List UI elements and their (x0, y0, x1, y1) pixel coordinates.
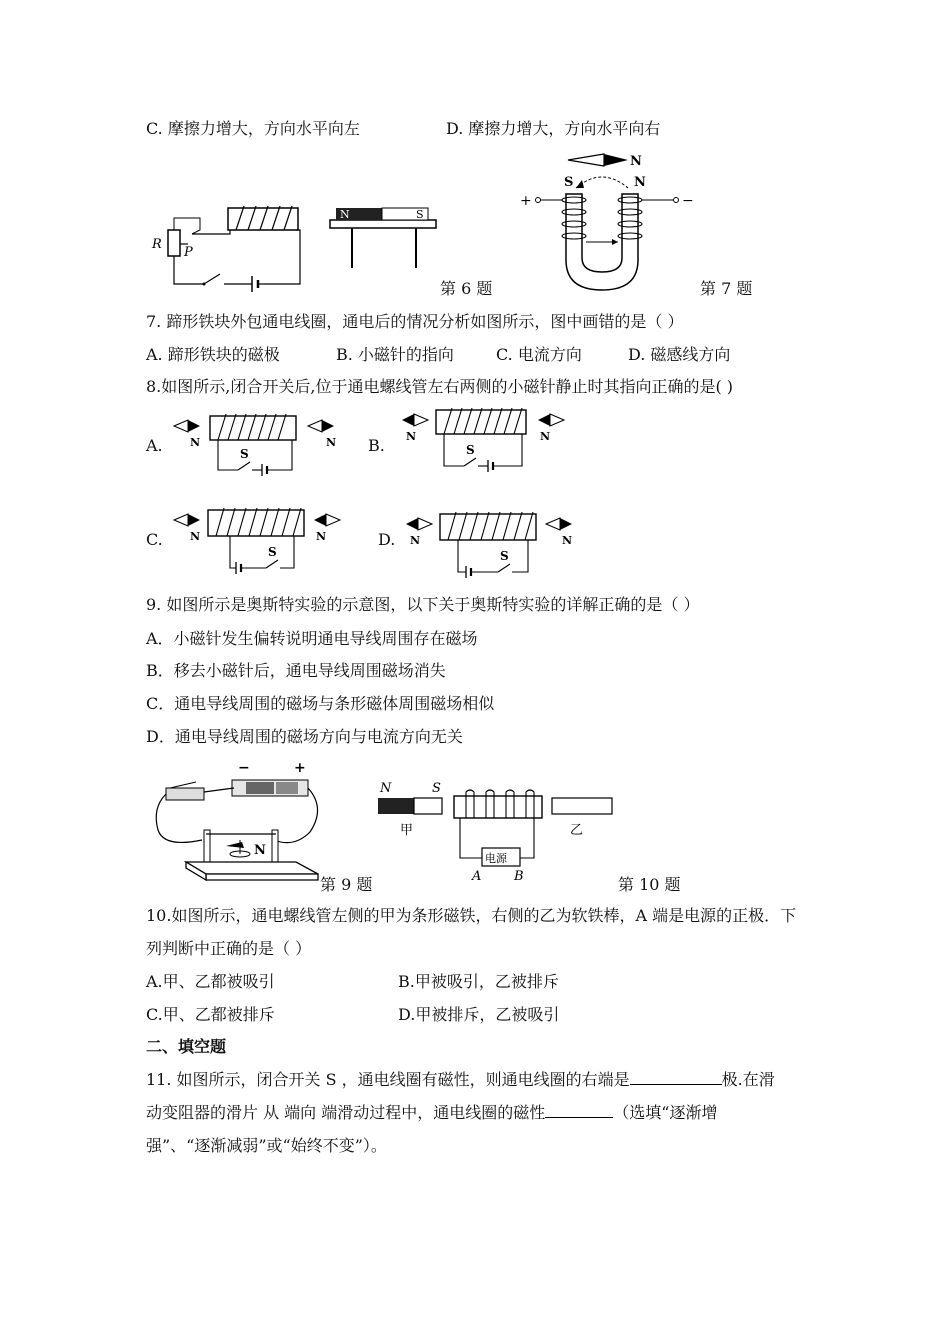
fig10-n: N (380, 781, 392, 796)
fig9-minus: − (238, 760, 250, 776)
q9-option-d: D．通电导线周围的磁场方向与电流方向无关 (146, 727, 463, 746)
q9-option-b: B．移去小磁针后，通电导线周围磁场消失 (146, 661, 446, 680)
fig7-s-label: S (564, 175, 574, 190)
section-title-fill-in: 二、填空题 (146, 1037, 227, 1056)
q8-label-d: D. (378, 530, 396, 549)
q10-option-a: A.甲、乙都被吸引 (146, 972, 275, 991)
q7-option-d: D. 磁感线方向 (628, 345, 731, 364)
figure-9 (150, 758, 320, 888)
q8d-right-n: N (562, 534, 573, 547)
q8c-switch-s: S (268, 545, 277, 559)
fig6-r-label: R (152, 237, 162, 252)
q8b-left-n: N (406, 430, 417, 443)
q8-label-b: B. (368, 436, 385, 455)
fig6-caption: 第 6 题 (440, 279, 493, 298)
q10-stem-line2: 列判断中正确的是（ ） (146, 939, 312, 958)
figure-10 (374, 776, 624, 886)
fig10-jia: 甲 (400, 823, 414, 838)
fig10-caption: 第 10 题 (618, 875, 681, 894)
q8a-switch-s: S (240, 447, 249, 461)
fig9-plus: + (294, 760, 306, 776)
q11-text-4: （选填“逐渐增 (613, 1103, 718, 1122)
fig7-minus: − (682, 193, 694, 209)
fig6-p-label: P (184, 245, 193, 260)
q8b-right-n: N (540, 430, 551, 443)
q11-line1 (146, 1067, 775, 1090)
fig7-top-n: N (630, 154, 642, 169)
fig10-b: B (514, 869, 524, 884)
fig10-s: S (432, 781, 441, 796)
fig7-plus: + (520, 193, 532, 209)
q10-option-c: C.甲、乙都被排斥 (146, 1005, 275, 1024)
q8d-switch-s: S (500, 549, 509, 563)
q8d-left-n: N (410, 534, 421, 547)
q8a-left-n: N (190, 436, 201, 449)
fig9-n: N (254, 843, 266, 858)
q7-option-a: A. 蹄形铁块的磁极 (146, 345, 280, 364)
fig7-n-label: N (634, 175, 646, 190)
q8b-switch-s: S (466, 443, 475, 457)
q7-option-b: B. 小磁针的指向 (336, 345, 454, 364)
q8c-right-n: N (316, 530, 327, 543)
q8-figure-d (402, 506, 582, 584)
q8-stem: 8.如图所示,闭合开关后,位于通电螺线管左右两侧的小磁针静止时其指向正确的是( ) (146, 377, 734, 396)
q8-label-a: A. (146, 436, 163, 455)
q10-option-d: D.甲被排斥，乙被吸引 (398, 1005, 560, 1024)
figure-6 (140, 200, 450, 290)
q8-figure-c (170, 502, 350, 580)
q8-label-c: C. (146, 530, 163, 549)
q11-text-1: 11. 如图所示，闭合开关 S ，通电线圈有磁性，则通电线圈的右端是 (146, 1070, 630, 1089)
q11-text-3: 动变阻器的滑片 从 端向 端滑动过程中，通电线圈的磁性 (146, 1103, 546, 1122)
figure-7 (516, 150, 706, 295)
fig6-s-label: S (416, 208, 424, 221)
q9-stem: 9. 如图所示是奥斯特实验的示意图，以下关于奥斯特实验的详解正确的是（ ） (146, 595, 700, 614)
fig10-a: A (472, 869, 482, 884)
q11-line3: 强”、“逐渐减弱”或“始终不变”）。 (146, 1136, 387, 1155)
q5-option-d: D. 摩擦力增大，方向水平向右 (446, 119, 661, 138)
q11-blank-pole[interactable] (630, 1068, 722, 1085)
q8c-left-n: N (190, 530, 201, 543)
q11-blank-magnetism[interactable] (545, 1101, 613, 1118)
q8-figure-a (170, 410, 350, 482)
q7-option-c: C. 电流方向 (496, 345, 582, 364)
q11-text-2: 极.在滑 (721, 1070, 775, 1089)
q8-figure-b (398, 404, 578, 476)
fig10-yi: 乙 (570, 823, 584, 838)
q10-stem-line1: 10.如图所示，通电螺线管左侧的甲为条形磁铁，右侧的乙为软铁棒，A 端是电源的正极．下 (146, 906, 797, 925)
fig6-n-label: N (340, 208, 350, 221)
q10-option-b: B.甲被吸引，乙被排斥 (398, 972, 559, 991)
fig9-caption: 第 9 题 (320, 875, 373, 894)
q7-stem: 7. 蹄形铁块外包通电线圈，通电后的情况分析如图所示，图中画错的是（ ） (146, 312, 684, 331)
fig10-power: 电源 (485, 852, 507, 865)
q8a-right-n: N (326, 436, 337, 449)
q5-option-c: C. 摩擦力增大，方向水平向左 (146, 119, 360, 138)
q11-line2 (146, 1100, 717, 1123)
q9-option-c: C．通电导线周围的磁场与条形磁体周围磁场相似 (146, 694, 495, 713)
q9-option-a: A．小磁针发生偏转说明通电导线周围存在磁场 (146, 629, 478, 648)
fig7-caption: 第 7 题 (700, 279, 753, 298)
